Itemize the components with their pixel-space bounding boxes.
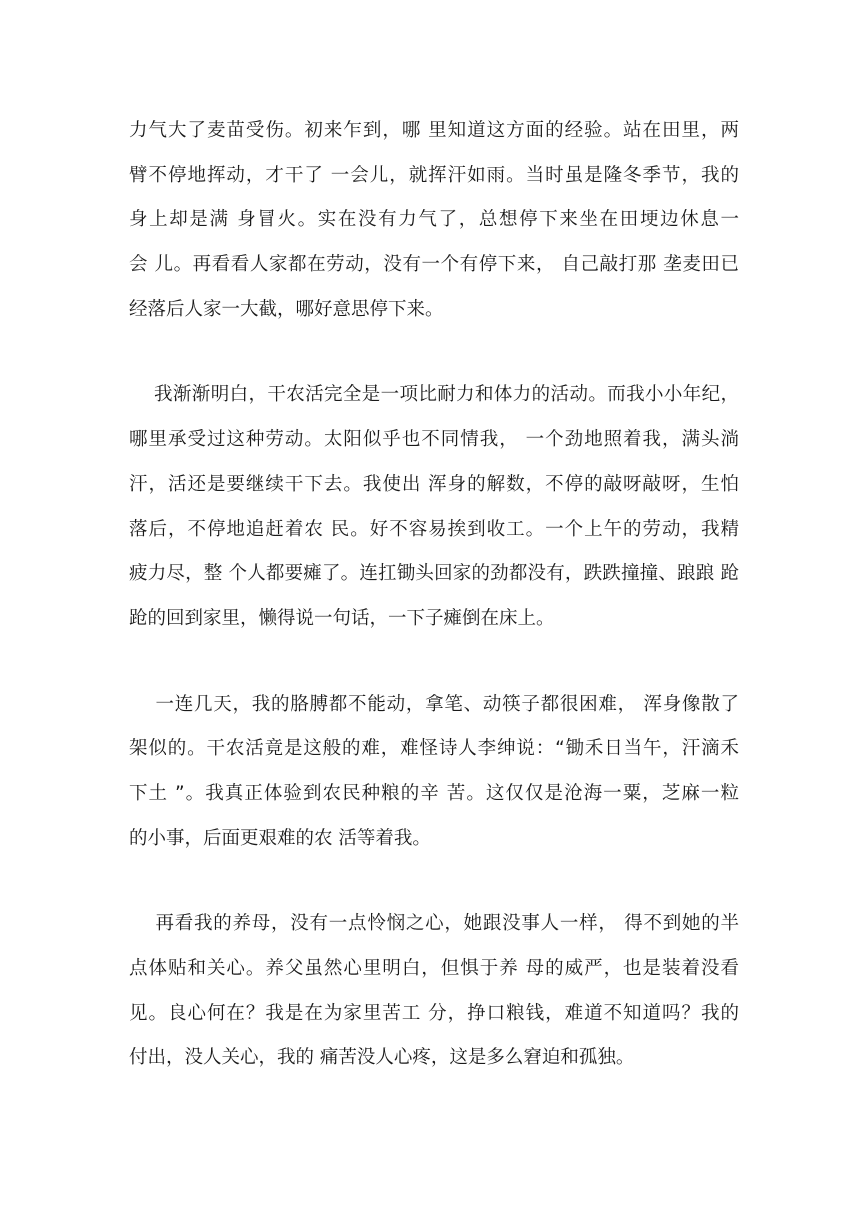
text-line: 疲力尽，整 个人都要瘫了。连扛锄头回家的劲都没有，跌跌撞撞、踉踉 跄 — [129, 563, 739, 585]
text-line: 架似的。干农活竟是这般的难，难怪诗人李绅说：“锄禾日当午，汗滴禾 — [129, 738, 739, 760]
text-line: 身上却是满 身冒火。实在没有力气了，总想停下来坐在田埂边休息一 — [129, 209, 739, 231]
paragraph-1 — [129, 109, 739, 332]
text-line: 经落后人家一大截，哪好意思停下来。 — [129, 298, 444, 320]
text-line: 哪里承受过这种劳动。太阳似乎也不同情我， 一个劲地照着我，满头淌 — [129, 429, 739, 451]
paragraph-2 — [129, 373, 739, 641]
text-line: 汗，活还是要继续干下去。我使出 浑身的解数，不停的敲呀敲呀，生怕 — [129, 473, 739, 495]
text-line: 付出，没人关心，我的 痛苦没人心疼，这是多么窘迫和孤独。 — [129, 1047, 635, 1069]
text-line: 点体贴和关心。养父虽然心里明白，但惧于养 母的威严，也是装着没看 — [129, 958, 739, 979]
paragraph-4 — [129, 902, 739, 1081]
document-body — [129, 109, 739, 1122]
text-line: 再看我的养母，没有一点怜悯之心，她跟没事人一样， 得不到她的半 — [129, 913, 739, 935]
text-line: 我渐渐明白，干农活完全是一项比耐力和体力的活动。而我小小年纪， — [129, 384, 739, 406]
paragraph-3 — [129, 683, 739, 862]
text-line: 见。良心何在？我是在为家里苦工 分，挣口粮钱，难道不知道吗？我的 — [129, 1002, 739, 1024]
text-line: 落后，不停地追赶着农 民。好不容易挨到收工。一个上午的劳动，我精 — [129, 518, 739, 540]
text-line: 臂不停地挥动，才干了 一会儿，就挥汗如雨。当时虽是隆冬季节，我的 — [129, 164, 739, 186]
text-line: 下土 ”。我真正体验到农民种粮的辛 苦。这仅仅是沧海一粟，芝麻一粒 — [129, 782, 739, 804]
text-line: 力气大了麦苗受伤。初来乍到，哪 里知道这方面的经验。站在田里，两 — [129, 120, 739, 141]
text-line: 一连几天，我的胳膊都不能动，拿笔、动筷子都很困难， 浑身像散了 — [129, 693, 739, 715]
text-line: 跄的回到家里，懒得说一句话，一下子瘫倒在床上。 — [129, 607, 555, 629]
text-line: 的小事，后面更艰难的农 活等着我。 — [129, 827, 431, 849]
text-line: 会 儿。再看看人家都在劳动，没有一个有停下来， 自己敲打那 垄麦田已 — [129, 254, 739, 276]
